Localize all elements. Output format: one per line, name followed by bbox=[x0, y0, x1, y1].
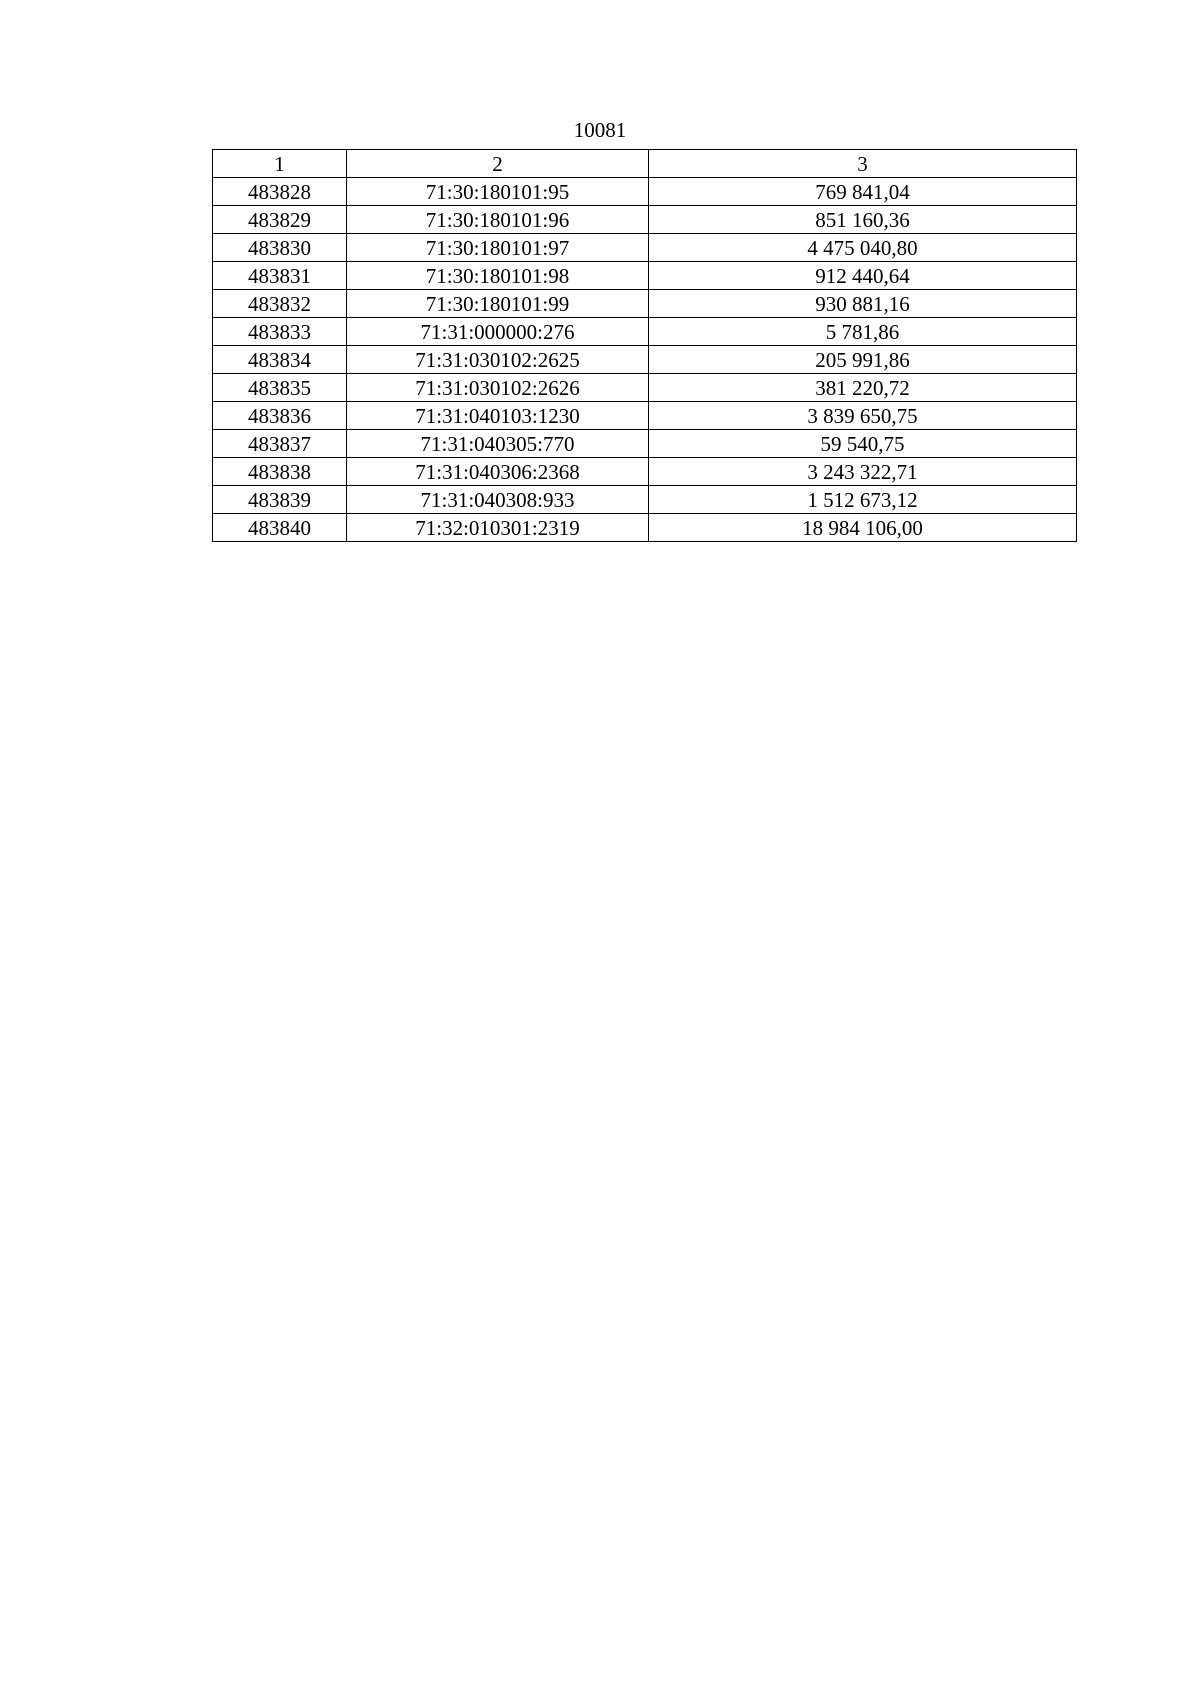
table-cell-id: 483835 bbox=[213, 374, 347, 402]
table-cell-cadastral-number: 71:30:180101:99 bbox=[347, 290, 649, 318]
table-cell-value: 3 243 322,71 bbox=[649, 458, 1077, 486]
table-cell-id: 483840 bbox=[213, 514, 347, 542]
column-header: 3 bbox=[649, 150, 1077, 178]
table-row bbox=[213, 514, 1077, 542]
table-cell-id: 483839 bbox=[213, 486, 347, 514]
table-cell-value: 769 841,04 bbox=[649, 178, 1077, 206]
table-row bbox=[213, 178, 1077, 206]
table-cell-cadastral-number: 71:31:040308:933 bbox=[347, 486, 649, 514]
table-cell-cadastral-number: 71:30:180101:97 bbox=[347, 234, 649, 262]
table-cell-value: 930 881,16 bbox=[649, 290, 1077, 318]
data-table bbox=[212, 149, 1077, 542]
table-cell-value: 912 440,64 bbox=[649, 262, 1077, 290]
table-cell-value: 59 540,75 bbox=[649, 430, 1077, 458]
table-cell-cadastral-number: 71:31:000000:276 bbox=[347, 318, 649, 346]
table-cell-id: 483828 bbox=[213, 178, 347, 206]
table-cell-cadastral-number: 71:31:040306:2368 bbox=[347, 458, 649, 486]
table-row bbox=[213, 430, 1077, 458]
table-cell-id: 483837 bbox=[213, 430, 347, 458]
table-cell-cadastral-number: 71:31:040305:770 bbox=[347, 430, 649, 458]
table-cell-id: 483838 bbox=[213, 458, 347, 486]
table-cell-cadastral-number: 71:30:180101:95 bbox=[347, 178, 649, 206]
table-row bbox=[213, 318, 1077, 346]
table-row bbox=[213, 262, 1077, 290]
table-header-row bbox=[213, 150, 1077, 178]
table-cell-cadastral-number: 71:31:030102:2626 bbox=[347, 374, 649, 402]
table-cell-value: 4 475 040,80 bbox=[649, 234, 1077, 262]
table-row bbox=[213, 458, 1077, 486]
table-cell-value: 3 839 650,75 bbox=[649, 402, 1077, 430]
page-number: 10081 bbox=[573, 118, 627, 142]
table-cell-id: 483836 bbox=[213, 402, 347, 430]
table-row bbox=[213, 234, 1077, 262]
table-cell-value: 205 991,86 bbox=[649, 346, 1077, 374]
table-row bbox=[213, 402, 1077, 430]
table-row bbox=[213, 486, 1077, 514]
table-cell-value: 18 984 106,00 bbox=[649, 514, 1077, 542]
column-header: 2 bbox=[347, 150, 649, 178]
table-cell-id: 483833 bbox=[213, 318, 347, 346]
table-cell-cadastral-number: 71:30:180101:98 bbox=[347, 262, 649, 290]
table-cell-id: 483834 bbox=[213, 346, 347, 374]
table-cell-id: 483830 bbox=[213, 234, 347, 262]
table-cell-value: 851 160,36 bbox=[649, 206, 1077, 234]
table-row bbox=[213, 206, 1077, 234]
table-row bbox=[213, 374, 1077, 402]
table-cell-id: 483831 bbox=[213, 262, 347, 290]
table-cell-cadastral-number: 71:32:010301:2319 bbox=[347, 514, 649, 542]
table-cell-id: 483832 bbox=[213, 290, 347, 318]
table-cell-value: 1 512 673,12 bbox=[649, 486, 1077, 514]
table-row bbox=[213, 290, 1077, 318]
column-header: 1 bbox=[213, 150, 347, 178]
table-cell-cadastral-number: 71:31:030102:2625 bbox=[347, 346, 649, 374]
table-cell-cadastral-number: 71:30:180101:96 bbox=[347, 206, 649, 234]
table-cell-cadastral-number: 71:31:040103:1230 bbox=[347, 402, 649, 430]
table-cell-value: 5 781,86 bbox=[649, 318, 1077, 346]
table-row bbox=[213, 346, 1077, 374]
table-cell-value: 381 220,72 bbox=[649, 374, 1077, 402]
table-cell-id: 483829 bbox=[213, 206, 347, 234]
